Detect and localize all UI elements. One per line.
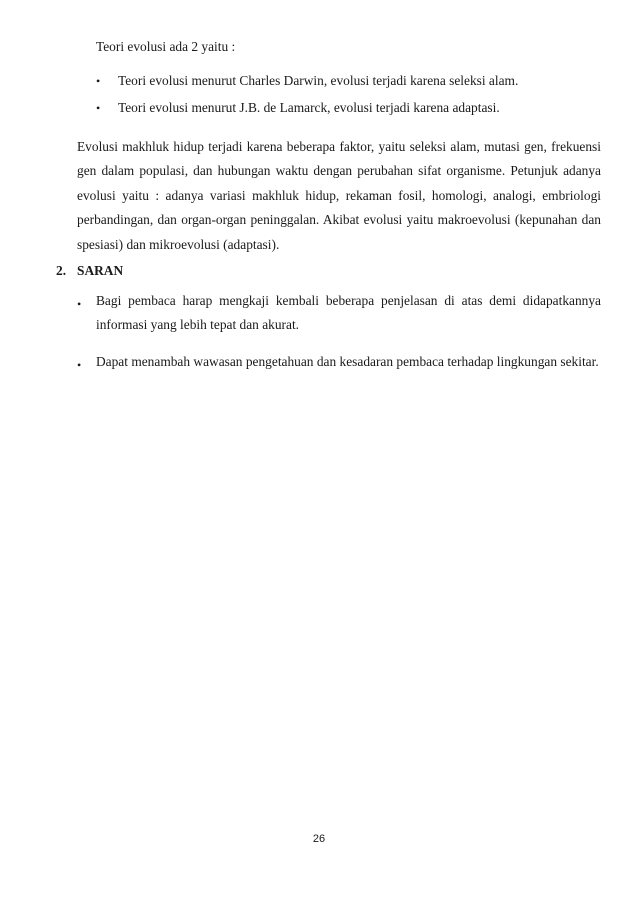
page-number: 26	[312, 833, 326, 845]
list-item-text: Teori evolusi menurut Charles Darwin, evolusi terjadi karena seleksi alam.	[118, 73, 519, 88]
section-heading	[56, 262, 123, 280]
list-item	[96, 72, 518, 99]
list-item-text: Teori evolusi menurut J.B. de Lamarck, evolusi terjadi karena adaptasi.	[118, 100, 500, 115]
bullet-icon: •	[77, 357, 82, 372]
summary-paragraph: Evolusi makhluk hidup terjadi karena beberapa faktor, yaitu seleksi alam, mutasi gen, frekuensi gen dalam populasi, dan hubungan waktu dengan perubahan sifat organisme. Petunjuk adanya evolusi yaitu : adanya variasi makhluk hidup, rekaman fosil, homologi, analogi, embriologi perbandingan, dan organ-organ peninggalan. Akibat evolusi yaitu makroevolusi (kepunahan dan spesiasi) dan mikroevolusi (adaptasi).	[77, 139, 601, 252]
section-number: 2.	[56, 263, 67, 278]
list-item-text: Bagi pembaca harap mengkaji kembali beberapa penjelasan di atas demi didapatkannya informasi yang lebih tepat dan akurat.	[96, 293, 601, 333]
list-item	[77, 350, 601, 374]
list-item	[77, 289, 601, 338]
saran-list	[77, 289, 601, 386]
evolution-theories-list	[96, 72, 518, 126]
bullet-icon: •	[96, 74, 101, 88]
list-item-text: Dapat menambah wawasan pengetahuan dan kesadaran pembaca terhadap lingkungan sekitar.	[96, 353, 599, 369]
intro-line: Teori evolusi ada 2 yaitu :	[96, 39, 236, 54]
bullet-icon: •	[96, 101, 101, 115]
list-item	[96, 99, 518, 126]
section-title: SARAN	[77, 263, 124, 278]
bullet-icon: •	[77, 297, 82, 311]
